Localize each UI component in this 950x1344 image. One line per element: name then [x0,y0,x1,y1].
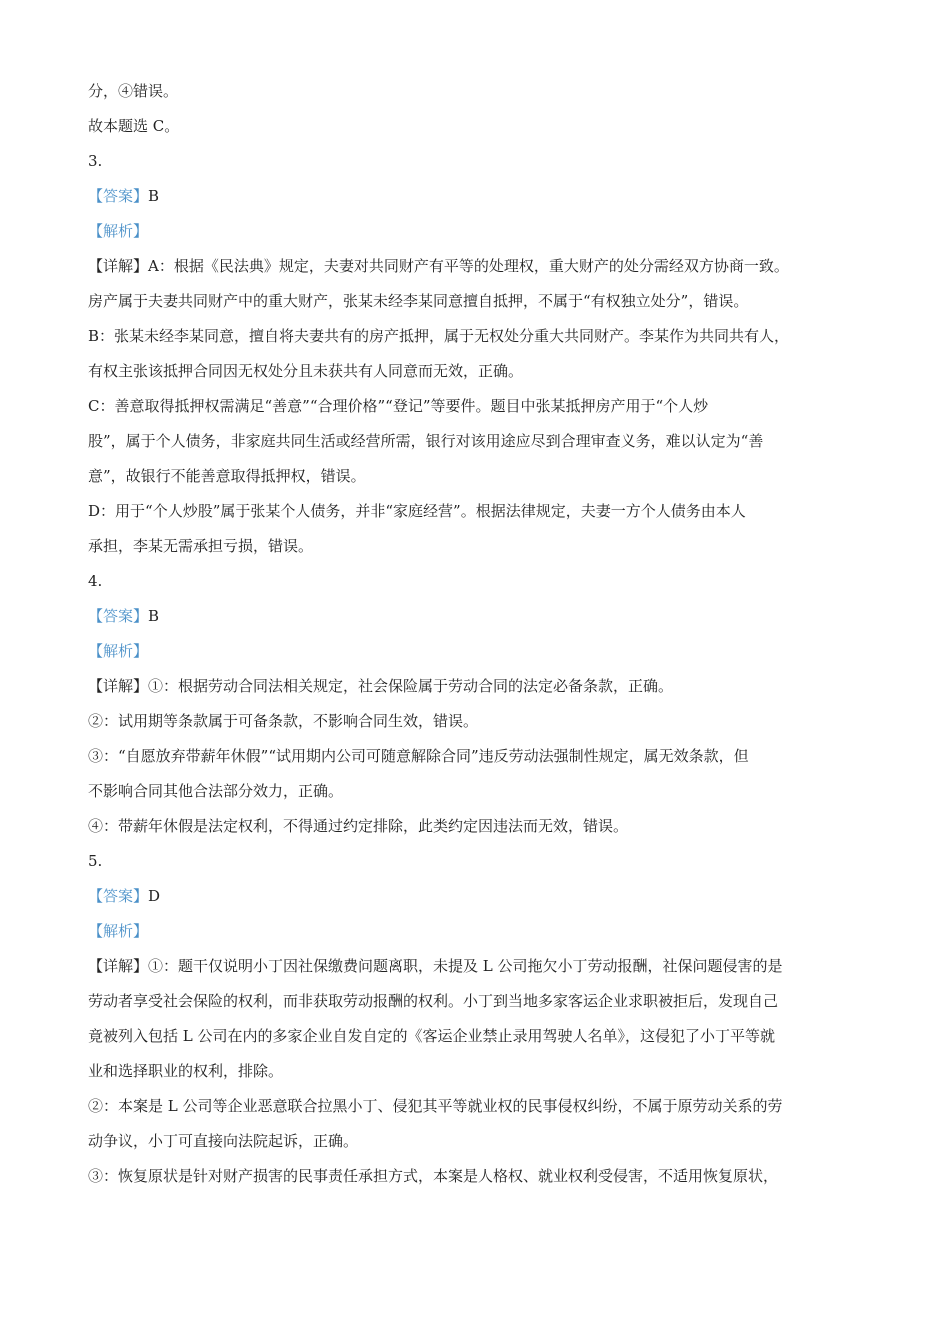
text-line: 意”，故银行不能善意取得抵押权，错误。 [88,467,366,485]
text-line: B：张某未经李某同意，擅自将夫妻共有的房产抵押，属于无权处分重大共同财产。李某作为共同共有人， [88,327,790,345]
answer-tag: 【答案】 [88,187,149,205]
text-line: 股”，属于个人债务，非家庭共同生活或经营所需，银行对该用途应尽到合理审查义务，难以认定为“善 [88,432,764,450]
answer-value: B [148,187,160,205]
detail-tag: 【详解】 [88,677,149,695]
answer-tag: 【答案】 [88,887,149,905]
detail-line [88,669,878,704]
answer-value: B [148,607,160,625]
detail-tag: 【详解】 [88,257,149,275]
text-line: D：用于“个人炒股”属于张某个人债务，并非“家庭经营”。根据法律规定，夫妻一方个人债务由本人 [88,502,746,520]
text-line: 3. [88,152,103,170]
text-line: 4. [88,572,103,590]
analysis-line [88,914,878,949]
text-line: 业和选择职业的权利，排除。 [88,1062,284,1080]
analysis-tag: 【解析】 [88,922,149,940]
text-line: ③：“自愿放弃带薪年休假”“试用期内公司可随意解除合同”违反劳动法强制性规定，属无效条款，但 [88,747,749,765]
analysis-tag: 【解析】 [88,642,149,660]
analysis-line [88,214,878,249]
text-line: 承担，李某无需承担亏损，错误。 [88,537,314,555]
detail-line [88,949,878,984]
answer-line [88,879,878,914]
analysis-line [88,634,878,669]
text-line: ②：试用期等条款属于可备条款，不影响合同生效，错误。 [88,712,479,730]
analysis-tag: 【解析】 [88,222,149,240]
text-line: ②：本案是 L 公司等企业恶意联合拉黑小丁、侵犯其平等就业权的民事侵权纠纷，不属于原劳动关系的劳 [88,1097,783,1115]
text-line: 动争议，小丁可直接向法院起诉，正确。 [88,1132,359,1150]
detail-text: ①：根据劳动合同法相关规定，社会保险属于劳动合同的法定必备条款，正确。 [148,677,674,695]
text-line: 有权主张该抵押合同因无权处分且未获共有人同意而无效，正确。 [88,362,524,380]
text-line: 5. [88,852,103,870]
text-line: C：善意取得抵押权需满足“善意”“合理价格”“登记”等要件。题目中张某抵押房产用于“个人炒 [88,397,709,415]
answer-tag: 【答案】 [88,607,149,625]
text-line: ④：带薪年休假是法定权利，不得通过约定排除，此类约定因违法而无效，错误。 [88,817,629,835]
detail-tag: 【详解】 [88,957,149,975]
text-line: 劳动者享受社会保险的权利，而非获取劳动报酬的权利。小丁到当地多家客运企业求职被拒后，发现自己 [88,992,779,1010]
text-line: 不影响合同其他合法部分效力，正确。 [88,782,344,800]
text-line: 故本题选 C。 [88,117,180,135]
detail-text: ①：题干仅说明小丁因社保缴费问题离职，未提及 L 公司拖欠小丁劳动报酬，社保问题侵害的是 [148,957,783,975]
document-body [88,74,878,1194]
answer-value: D [148,887,161,905]
answer-line [88,179,878,214]
text-line: 房产属于夫妻共同财产中的重大财产，张某未经李某同意擅自抵押，不属于“有权独立处分”，错误。 [88,292,749,310]
text-line: 竟被列入包括 L 公司在内的多家企业自发自定的《客运企业禁止录用驾驶人名单》，这侵犯了小丁平等就 [88,1027,776,1045]
answer-line [88,599,878,634]
text-line: ③：恢复原状是针对财产损害的民事责任承担方式，本案是人格权、就业权利受侵害，不适用恢复原状， [88,1167,779,1185]
text-line: 分，④错误。 [88,82,179,100]
detail-line [88,249,878,284]
detail-text: A：根据《民法典》规定，夫妻对共同财产有平等的处理权，重大财产的处分需经双方协商一致。 [148,257,789,275]
